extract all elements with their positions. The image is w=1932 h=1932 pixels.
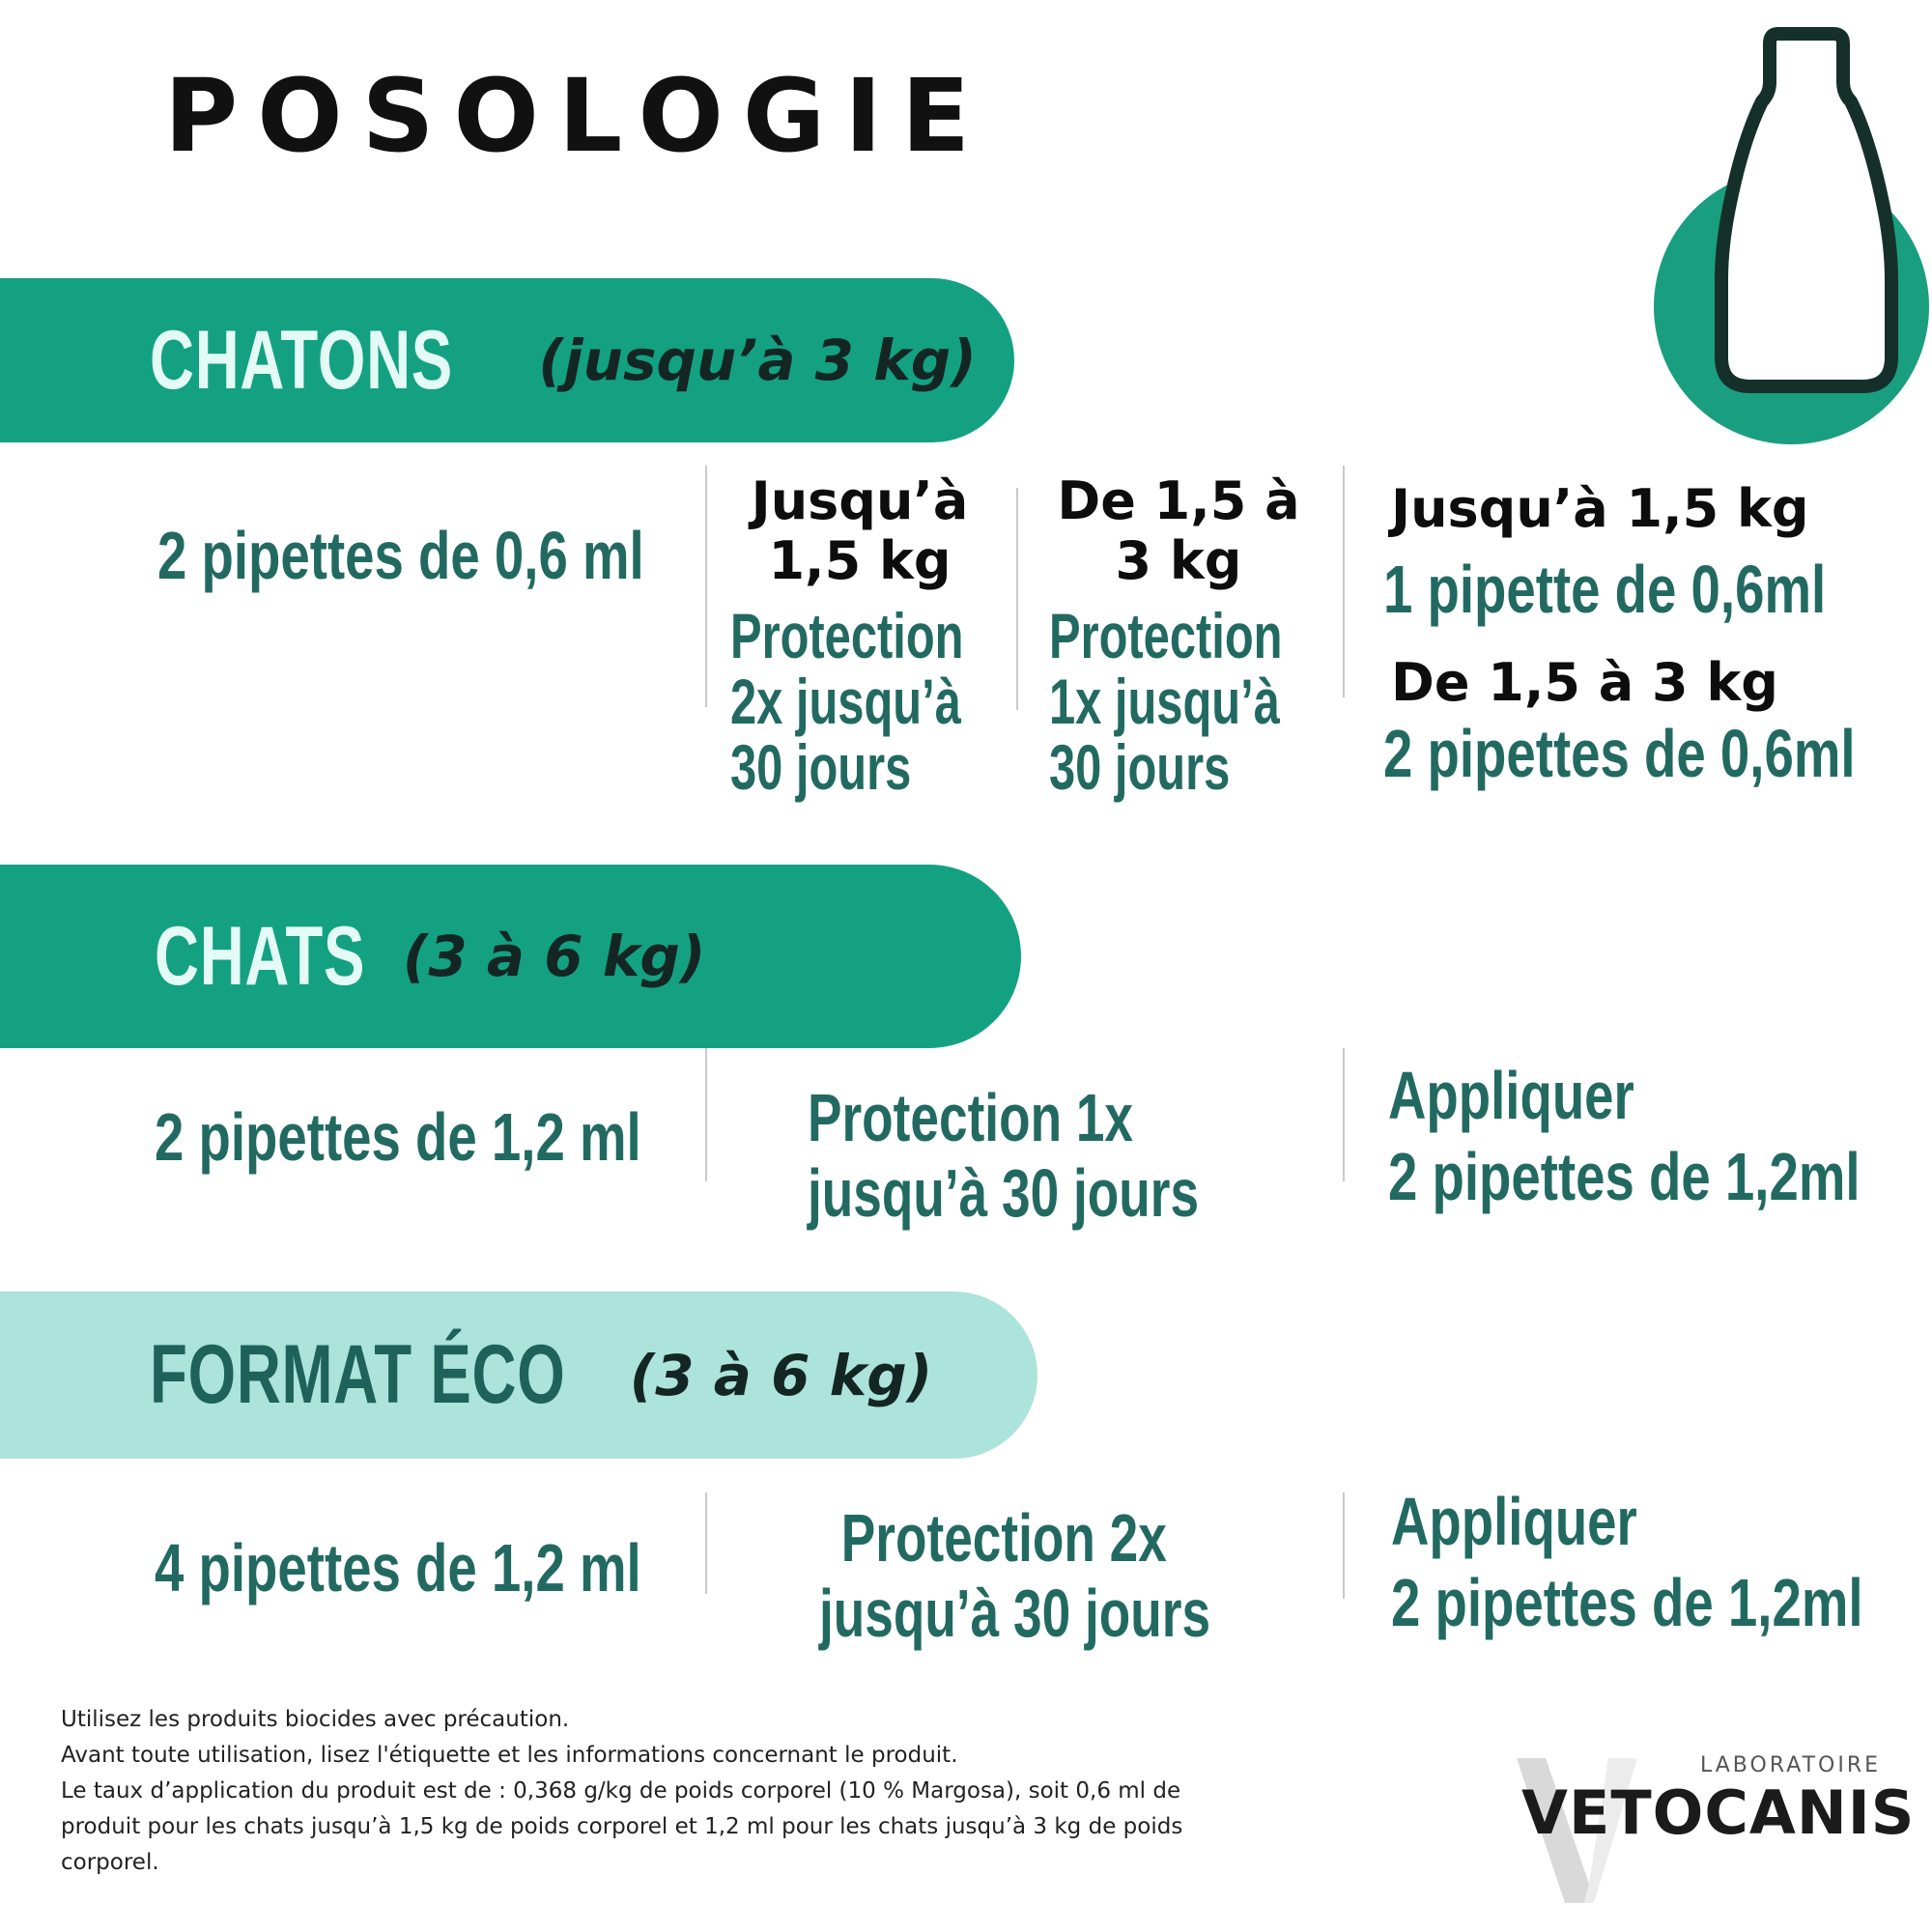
section-name-chats: CHATS xyxy=(155,909,366,1003)
chats-apply-1: Appliquer xyxy=(1388,1058,1634,1133)
brand-name: VETOCANIS xyxy=(1521,1777,1916,1848)
section-name-eco: FORMAT ÉCO xyxy=(150,1328,566,1421)
chats-pipettes: 2 pipettes de 1,2 ml xyxy=(155,1099,641,1175)
chatons-col2-prot-2: 1x jusqu’à xyxy=(1049,666,1280,737)
chatons-col1-weight-1: Jusqu’à xyxy=(751,470,969,531)
chatons-col1-prot-3: 30 jours xyxy=(730,731,912,803)
eco-apply-2: 2 pipettes de 1,2ml xyxy=(1391,1565,1863,1640)
chatons-col1-prot-1: Protection xyxy=(730,600,964,671)
chatons-col1-protection xyxy=(730,600,1045,803)
chats-prot-2: jusqu’à 30 jours xyxy=(808,1155,1200,1231)
section-range-eco: (3 à 6 kg) xyxy=(629,1342,933,1408)
footer-line: corporel. xyxy=(61,1850,159,1875)
divider xyxy=(705,1492,707,1594)
eco-protection xyxy=(819,1500,1334,1651)
eco-prot-1: Protection 2x xyxy=(840,1500,1167,1576)
divider xyxy=(705,1048,707,1181)
chatons-col1 xyxy=(715,471,1005,591)
chats-prot-1: Protection 1x xyxy=(808,1080,1134,1155)
divider xyxy=(1016,488,1018,710)
chats-apply xyxy=(1388,1055,1932,1217)
chats-apply-2: 2 pipettes de 1,2ml xyxy=(1388,1139,1861,1214)
footer-line: Avant toute utilisation, lisez l'étiquette et les informations concernant le produit. xyxy=(61,1743,958,1768)
divider xyxy=(1343,1048,1345,1181)
banner-chats xyxy=(0,865,1021,1048)
eco-apply-1: Appliquer xyxy=(1391,1484,1637,1559)
banner-format-eco xyxy=(0,1292,1037,1459)
chatons-apply1-dose: 1 pipette de 0,6ml xyxy=(1383,552,1827,627)
footer-line: Utilisez les produits biocides avec précaution. xyxy=(61,1707,570,1732)
brand-laboratoire: LABORATOIRE xyxy=(1700,1753,1881,1777)
chatons-pipettes: 2 pipettes de 0,6 ml xyxy=(157,518,644,593)
section-name-chatons: CHATONS xyxy=(150,313,453,407)
pipette-bottle-icon xyxy=(1681,24,1932,411)
chatons-col2-weight-1: De 1,5 à xyxy=(1057,470,1300,531)
chatons-col2-prot-1: Protection xyxy=(1049,600,1283,671)
chats-protection xyxy=(808,1080,1322,1231)
chatons-col2-prot-3: 30 jours xyxy=(1049,731,1231,803)
divider xyxy=(1343,466,1345,697)
footer-line: Le taux d’application du produit est de : 0,368 g/kg de poids corporel (10 % Margosa), soit 0,6 ml de xyxy=(61,1778,1181,1804)
eco-pipettes: 4 pipettes de 1,2 ml xyxy=(155,1530,641,1605)
chatons-apply2-weight: De 1,5 à 3 kg xyxy=(1391,652,1778,713)
banner-chatons xyxy=(0,278,1014,442)
eco-apply xyxy=(1391,1481,1932,1643)
chatons-col2 xyxy=(1034,471,1323,591)
chatons-col2-protection xyxy=(1049,600,1364,803)
chatons-col1-weight-2: 1,5 kg xyxy=(768,530,952,591)
chatons-apply1-weight: Jusqu’à 1,5 kg xyxy=(1391,478,1809,539)
chatons-col1-prot-2: 2x jusqu’à xyxy=(730,666,961,737)
section-range-chatons: (jusqu’à 3 kg) xyxy=(538,327,977,393)
divider xyxy=(1343,1492,1345,1599)
section-range-chats: (3 à 6 kg) xyxy=(402,923,706,989)
footer-disclaimer xyxy=(61,1702,1336,1881)
chatons-apply2-dose: 2 pipettes de 0,6ml xyxy=(1383,716,1856,791)
page-title: POSOLOGIE xyxy=(164,57,990,175)
chatons-col2-weight-2: 3 kg xyxy=(1115,530,1242,591)
eco-prot-2: jusqu’à 30 jours xyxy=(819,1576,1211,1651)
footer-line: produit pour les chats jusqu’à 1,5 kg de poids corporel et 1,2 ml pour les chats jusqu’à 3 kg de poids xyxy=(61,1814,1183,1839)
divider xyxy=(705,466,707,707)
